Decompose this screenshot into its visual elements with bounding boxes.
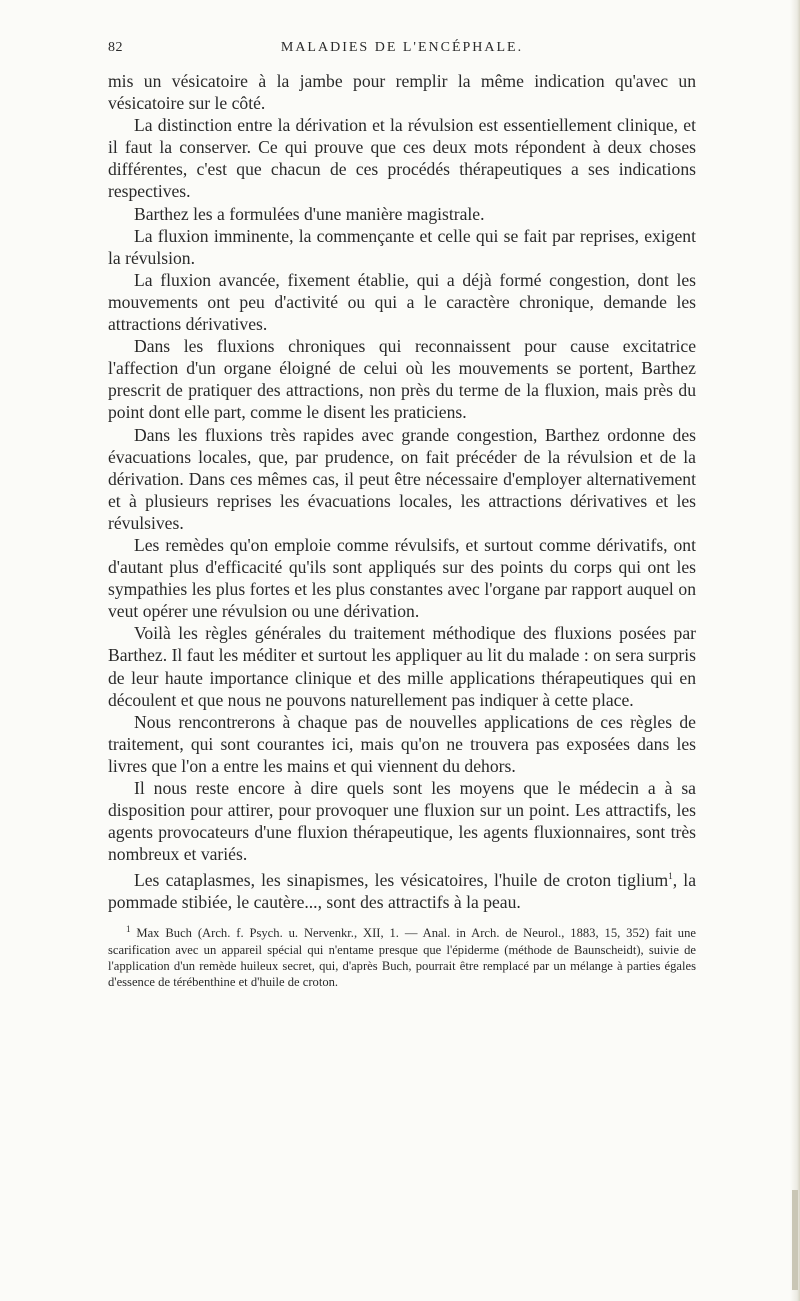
paragraph: La distinction entre la dérivation et la révulsion est essentiellement clinique, et il faut la conserver. Ce qui prouve que ces deux mots répondent à deux choses différentes, c'est que chacun de ces procédés thérapeutiques a ses indications respectives. bbox=[108, 115, 696, 202]
paragraph-with-note bbox=[108, 865, 696, 913]
page-number: 82 bbox=[108, 40, 123, 55]
book-page bbox=[108, 40, 696, 990]
page-edge bbox=[790, 0, 800, 1301]
footnotes bbox=[108, 921, 696, 990]
paragraph: Les remèdes qu'on emploie comme révulsifs, et surtout comme dérivatifs, ont d'autant plus d'efficacité qu'ils sont appliqués sur des points du corps qui ont les sympathies les plus fortes et les plus constantes avec l'organe par rapport auquel on veut opérer une révulsion ou une dérivation. bbox=[108, 534, 696, 622]
paragraph: Il nous reste encore à dire quels sont les moyens que le médecin a à sa disposition pour attirer, pour provoquer une fluxion sur un point. Les attractifs, les agents provocateurs d'une fluxion thérapeutique, les agents fluxionnaires, sont très nombreux et variés. bbox=[108, 778, 696, 865]
paragraph: Nous rencontrerons à chaque pas de nouvelles applications de ces règles de traitement, qui sont courantes ici, mais qu'on ne trouvera pas exposées dans les livres que l'on a entre les mains et qui viennent du dehors. bbox=[108, 711, 696, 776]
paragraph: Barthez les a formulées d'une manière magistrale. bbox=[134, 203, 485, 224]
footnote-text: Max Buch (Arch. f. Psych. u. Nervenkr., XII, 1. — Anal. in Arch. de Neurol., 1883, 15, 352) fait une scarification avec un appareil spécial qui n'entame presque que l'épiderme (méthode de Baunscheidt), suivie de l'application d'un remède huileux secret, qui, d'après Buch, pourrait être remplacé par un mélange à parties égales d'essence de térébenthine et d'huile de croton. bbox=[108, 926, 696, 990]
paragraph: Dans les fluxions chroniques qui reconnaissent pour cause excitatrice l'affection d'un organe éloigné de celui où les mouvements se portent, Barthez prescrit de pratiquer des attractions, non près du terme de la fluxion, mais près du point dont elle part, comme le disent les praticiens. bbox=[108, 336, 696, 423]
running-title: MALADIES DE L'ENCÉPHALE. bbox=[280, 40, 524, 55]
paragraph: Voilà les règles générales du traitement méthodique des fluxions posées par Barthez. Il faut les méditer et surtout les appliquer au lit du malade : on sera surpris de leur haute importance clinique et des mille applications thérapeutiques qui en découlent et que nous ne pouvons naturellement pas indiquer à cette place. bbox=[108, 623, 696, 710]
main-text bbox=[108, 70, 696, 913]
page-header bbox=[108, 40, 696, 70]
paragraph-text: , la pommade stibiée, le cautère..., sont des attractifs à la peau. bbox=[108, 870, 696, 913]
footnote-ref[interactable]: 1 bbox=[668, 871, 673, 882]
paragraph: La fluxion imminente, la commençante et celle qui se fait par reprises, exigent la révulsion. bbox=[108, 225, 696, 268]
footnote-marker: 1 bbox=[126, 924, 131, 935]
page-edge-shadow bbox=[792, 1190, 798, 1290]
paragraph: mis un vésicatoire à la jambe pour remplir la même indication qu'avec un vésicatoire sur le côté. bbox=[108, 71, 696, 114]
paragraph: La fluxion avancée, fixement établie, qui a déjà formé congestion, dont les mouvements ont peu d'activité ou qui a le caractère chronique, demande les attractions dérivatives. bbox=[108, 269, 696, 335]
paragraph-text: Les cataplasmes, les sinapismes, les vésicatoires, l'huile de croton tiglium bbox=[134, 870, 669, 891]
paragraph: Dans les fluxions très rapides avec grande congestion, Barthez ordonne des évacuations locales, que, par prudence, on fait précéder de la révulsion et de la dérivation. Dans ces mêmes cas, il peut être nécessaire d'employer alternativement et à plusieurs reprises les évacuations locales, les attractions dérivatives et les révulsives. bbox=[108, 424, 696, 533]
footnote bbox=[108, 921, 696, 990]
